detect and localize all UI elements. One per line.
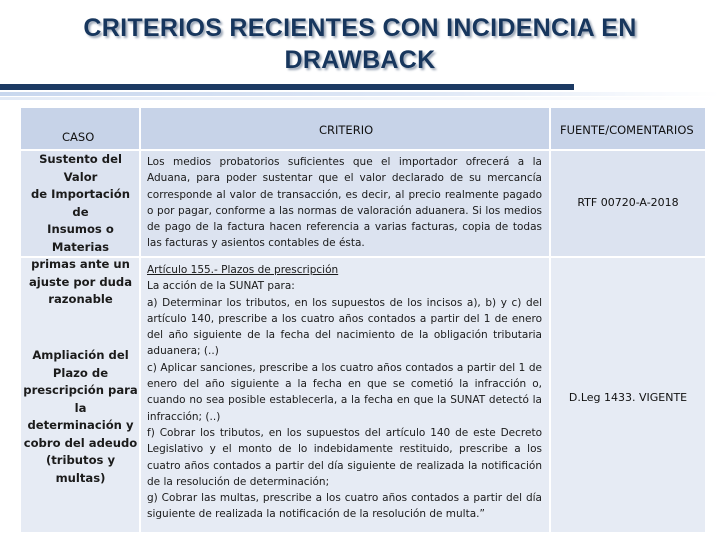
row-2-criterio [147,262,542,523]
row-2-caso-line: Plazo de [52,365,109,380]
row-1-caso-line: de Importación de [30,187,130,219]
header-caso: CASO [62,130,95,144]
row-1-caso-line: Insumos o Materias [47,222,114,254]
row-1-caso-line: ajuste por duda [28,274,133,289]
row-1-criterio [147,154,542,252]
row-2-caso-line: (tributos y multas) [45,453,116,485]
title-underline-light [0,92,720,96]
row-2-criterio-heading: Artículo 155.- Plazos de prescripción [147,264,339,276]
title-underline-light-2 [0,97,720,100]
row-2-criterio-paragraph: La acción de la SUNAT para: [147,280,295,293]
column-divider-2 [549,108,551,532]
row-1-criterio-text: Los medios probatorios suficientes que el importador ofrecerá a la Aduana, para poder sustentar que el valor declarado de su mercancía corresponde al valor de transacción, es decir, al precio realmente pagado o por pagar, conforme a las normas de valoración aduanera. Si los medios de pago de la factura hacen referencia a varias facturas, copia de todas las facturas y asientos contables de ésta. [147,156,542,250]
row-2-criterio-paragraph: c) Aplicar sanciones, prescribe a los cuatro años contados a partir del 1 de enero del año siguiente a la fecha en que se cometió la infracción o, cuando no sea posible establecerla, a la fecha en que la SUNAT detectó la infracción; (..) [147,361,542,423]
row-2-criterio-paragraph: f) Cobrar los tributos, en los supuestos del artículo 140 de este Decreto Legislativo y el monto de lo indebidamente restituido, prescribe a los cuatro años contados a partir del día siguiente de realizada la notificación de la resolución de determinación; [147,426,542,488]
page-title-line-1: CRITERIOS RECIENTES CON INCIDENCIA EN [83,14,637,42]
header-criterio: CRITERIO [319,123,374,137]
header-fuente: FUENTE/COMENTARIOS [560,123,694,137]
page-title-line-2: DRAWBACK [284,46,436,74]
row-1-caso [21,151,140,309]
row-2-fuente: D.Leg 1433. VIGENTE [568,391,688,404]
row-2-caso-line: cobro del adeudo [23,435,138,450]
row-2-caso-line: Ampliación del [32,348,129,362]
page-title [0,12,720,76]
row-1-caso-line: primas ante un [31,257,130,271]
row-2-caso-line: prescripción para la [23,383,138,415]
row-1-caso-line: razonable [48,292,113,306]
row-1-fuente: RTF 00720-A-2018 [577,196,679,209]
row-2-criterio-paragraph: g) Cobrar las multas, prescribe a los cuatro años contados a partir del día siguiente de realizada la notificación de la resolución de multa.” [147,492,542,521]
row-2-caso-line: determinación y [27,418,134,432]
title-underline-dark [0,84,574,90]
row-2-caso [21,347,140,487]
row-1-caso-line: Sustento del Valor [39,152,122,184]
row-2-criterio-paragraph: a) Determinar los tributos, en los supuestos de los incisos a), b) y c) del artículo 140, prescribe a los cuatro años contados a partir del 1 de enero del año siguiente de la fecha del nacimiento de la obligación tributaria aduanera; (..) [147,296,542,358]
